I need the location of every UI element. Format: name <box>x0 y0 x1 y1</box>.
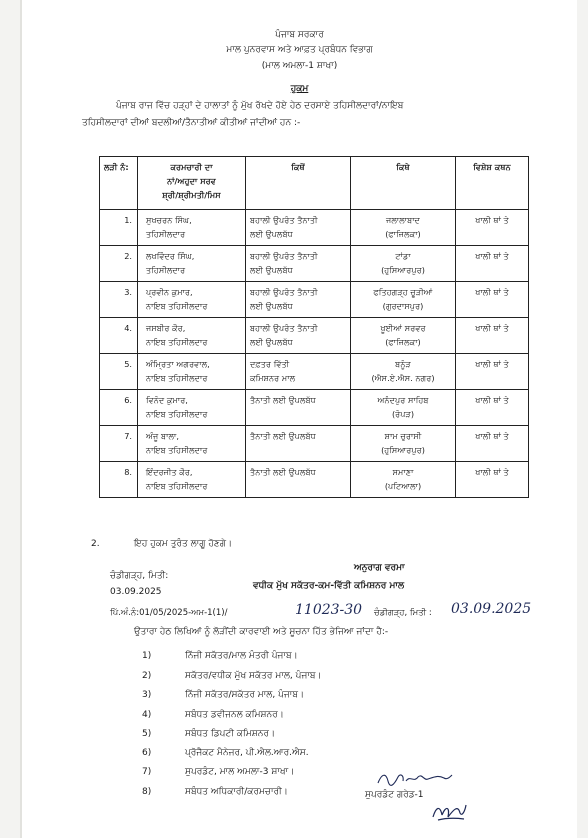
row-sr: 1. <box>100 210 138 246</box>
header-employee: ਕਰਮਚਾਰੀ ਦਾ ਨਾਂ/ਅਹੁਦਾ ਸਰਵ ਸ਼੍ਰੀ/ਸ਼੍ਰੀਮਤੀ/ਮਿਸ <box>138 157 246 210</box>
row-to: ਖੂਈਆਂ ਸਰਵਰ (ਫਾਜਿਲਕਾ) <box>351 318 456 354</box>
row-from: ਦਫ਼ਤਰ ਵਿੱਤੀ ਕਮਿਸ਼ਨਰ ਮਾਲ <box>246 354 351 390</box>
row-remarks: ਖਾਲੀ ਥਾਂ ਤੇ <box>456 246 529 282</box>
distribution-number: 3) <box>142 690 152 700</box>
distribution-item: ਨਿੱਜੀ ਸਕੱਤਰ/ਸਕੱਤਰ ਮਾਲ, ਪੰਜਾਬ। <box>185 690 305 700</box>
handwritten-date: 03.09.2025 <box>451 601 532 617</box>
distribution-item: ਸੁਪਰਡੰਟ, ਮਾਲ ਅਮਲਾ-3 ਸ਼ਾਖਾ। <box>185 767 295 777</box>
table-row <box>100 318 529 354</box>
row-from: ਤੈਨਾਤੀ ਲਈ ਉਪਲਬੱਧ <box>246 426 351 462</box>
row-sr: 8. <box>100 462 138 498</box>
distribution-number: 8) <box>142 787 152 797</box>
row-employee: ਇੰਦਰਜੀਤ ਕੌਰ, ਨਾਇਬ ਤਹਿਸੀਲਦਾਰ <box>138 462 246 498</box>
endorsement-place: ਚੰਡੀਗੜ੍ਹ, ਮਿਤੀ : <box>374 608 432 618</box>
row-remarks: ਖਾਲੀ ਥਾਂ ਤੇ <box>456 318 529 354</box>
row-from: ਬਹਾਲੀ ਉਪਰੰਤ ਤੈਨਾਤੀ ਲਈ ਉਪਲਬੱਧ <box>246 210 351 246</box>
handwritten-signature <box>376 769 454 789</box>
intro-line-1: ਪੰਜਾਬ ਰਾਜ ਵਿੱਚ ਹੜ੍ਹਾਂ ਦੇ ਹਾਲਾਤਾਂ ਨੂੰ ਮੁੱਖ ਰੱਖਦੇ ਹੋਏ ਹੇਠ ਦਰਸਾਏ ਤਹਿਸੀਲਦਾਰਾਂ/ਨਾਇਬ <box>116 101 404 111</box>
row-from: ਬਹਾਲੀ ਉਪਰੰਤ ਤੈਨਾਤੀ ਲਈ ਉਪਲਬੱਧ <box>246 282 351 318</box>
row-to: ਸਮਾਣਾ (ਪਟਿਆਲਾ) <box>351 462 456 498</box>
issue-date: 03.09.2025 <box>110 587 162 597</box>
row-remarks: ਖਾਲੀ ਥਾਂ ਤੇ <box>456 426 529 462</box>
row-remarks: ਖਾਲੀ ਥਾਂ ਤੇ <box>456 354 529 390</box>
table-row <box>100 390 529 426</box>
header-from: ਕਿਥੋਂ <box>246 157 351 210</box>
row-to: ਅਨੰਦਪੁਰ ਸਾਹਿਬ (ਰੋਪੜ) <box>351 390 456 426</box>
distribution-number: 7) <box>142 767 152 777</box>
row-employee: ਲਖਵਿੰਦਰ ਸਿੰਘ, ਤਹਿਸੀਲਦਾਰ <box>138 246 246 282</box>
handwritten-ref-number: 11023-30 <box>295 602 363 618</box>
distribution-number: 2) <box>142 671 152 681</box>
distribution-number: 1) <box>142 651 152 661</box>
row-sr: 4. <box>100 318 138 354</box>
row-to: ਬਨੂੰੜ (ਐਸ.ਏ.ਐਸ. ਨਗਰ) <box>351 354 456 390</box>
distribution-number: 4) <box>142 710 152 720</box>
row-employee: ਸੁਖਚਰਨ ਸਿੰਘ, ਤਹਿਸੀਲਦਾਰ <box>138 210 246 246</box>
table-row <box>100 282 529 318</box>
document-page <box>22 0 577 838</box>
handwritten-initials <box>430 799 468 823</box>
row-employee: ਅੰਮ੍ਰਿਤਾ ਅਗਰਵਾਲ, ਨਾਇਬ ਤਹਿਸੀਲਦਾਰ <box>138 354 246 390</box>
branch-title: (ਮਾਲ ਅਮਲਾ-1 ਸ਼ਾਖਾ) <box>261 61 338 71</box>
row-from: ਬਹਾਲੀ ਉਪਰੰਤ ਤੈਨਾਤੀ ਲਈ ਉਪਲਬੱਧ <box>246 246 351 282</box>
table-row <box>100 426 529 462</box>
row-from: ਤੈਨਾਤੀ ਲਈ ਉਪਲਬੱਧ <box>246 462 351 498</box>
row-to: ਜਲਾਲਾਬਾਦ (ਫਾਜਿਲਕਾ) <box>351 210 456 246</box>
distribution-item: ਸਕੱਤਰ/ਵਧੀਕ ਮੁੱਖ ਸਕੱਤਰ ਮਾਲ, ਪੰਜਾਬ। <box>185 671 322 681</box>
department-title: ਮਾਲ ਪੁਨਰਵਾਸ ਅਤੇ ਆਫ਼ਤ ਪ੍ਰਬੰਧਨ ਵਿਭਾਗ <box>226 45 373 55</box>
distribution-item: ਪ੍ਰੋਜੈਕਟ ਮੈਨੇਜਰ, ਪੀ.ਐਲ.ਆਰ.ਐਸ. <box>185 748 309 758</box>
table-row <box>100 246 529 282</box>
row-sr: 3. <box>100 282 138 318</box>
signatory-designation: ਵਧੀਕ ਮੁੱਖ ਸਕੱਤਰ-ਕਮ-ਵਿੱਤੀ ਕਮਿਸ਼ਨਰ ਮਾਲ <box>253 581 405 591</box>
row-to: ਫਤਿਹਗੜ੍ਹ ਚੂੜੀਆਂ (ਗੁਰਦਾਸਪੁਰ) <box>351 282 456 318</box>
table-row <box>100 210 529 246</box>
order-heading: ਹੁਕਮ <box>290 84 309 94</box>
row-employee: ਵਿਨੋਦ ਕੁਮਾਰ, ਨਾਇਬ ਤਹਿਸੀਲਦਾਰ <box>138 390 246 426</box>
row-sr: 2. <box>100 246 138 282</box>
row-remarks: ਖਾਲੀ ਥਾਂ ਤੇ <box>456 462 529 498</box>
distribution-item: ਨਿੱਜੀ ਸਕੱਤਰ/ਮਾਲ ਮੰਤਰੀ ਪੰਜਾਬ। <box>185 651 298 661</box>
para-2-text: ਇਹ ਹੁਕਮ ਤੁਰੰਤ ਲਾਗੂ ਹੋਣਗੇ। <box>134 539 233 549</box>
distribution-item: ਸਬੰਧਤ ਅਧਿਕਾਰੀ/ਕਰਮਚਾਰੀ। <box>185 787 288 797</box>
copy-forward-line: ਉਤਾਰਾ ਹੇਠ ਲਿਖਿਆਂ ਨੂੰ ਲੋੜੀਂਦੀ ਕਾਰਵਾਈ ਅਤੇ ਸੂਚਨਾ ਹਿੱਤ ਭੇਜਿਆ ਜਾਂਦਾ ਹੈ:- <box>134 627 389 637</box>
distribution-item: ਸਬੰਧਤ ਡਿਪਟੀ ਕਮਿਸ਼ਨਰ। <box>185 729 276 739</box>
row-remarks: ਖਾਲੀ ਥਾਂ ਤੇ <box>456 210 529 246</box>
table-row <box>100 354 529 390</box>
row-to: ਟਾਂਡਾ (ਹੁਸਿਆਰਪੁਰ) <box>351 246 456 282</box>
row-employee: ਜਸਬੀਰ ਕੌਰ, ਨਾਇਬ ਤਹਿਸੀਲਦਾਰ <box>138 318 246 354</box>
para-2-number: 2. <box>91 539 100 549</box>
header-sr: ਲੜੀ ਨੰ: <box>100 157 138 210</box>
header-remarks: ਵਿਸ਼ੇਸ਼ ਕਥਨ <box>456 157 529 210</box>
distribution-item: ਸਬੰਧਤ ਡਵੀਜਨਲ ਕਮਿਸ਼ਨਰ। <box>185 710 284 720</box>
row-remarks: ਖਾਲੀ ਥਾਂ ਤੇ <box>456 390 529 426</box>
table-header-row <box>100 157 529 210</box>
distribution-number: 5) <box>142 729 152 739</box>
row-from: ਤੈਨਾਤੀ ਲਈ ਉਪਲਬੱਧ <box>246 390 351 426</box>
row-employee: ਅੰਜੂ ਬਾਲਾ, ਨਾਇਬ ਤਹਿਸੀਲਦਾਰ <box>138 426 246 462</box>
endorsement-ref: ਪਿੱ.ਅੰ.ਨੰ:01/05/2025-ਅਮ-1(1)/ <box>110 608 228 618</box>
row-to: ਸ਼ਾਮ ਚੁਰਾਸੀ (ਹੁਸਿਆਰਪੁਰ) <box>351 426 456 462</box>
superintendent-designation: ਸੁਪਰਡੰਟ ਗਰੇਡ-1 <box>365 790 424 800</box>
row-from: ਬਹਾਲੀ ਉਪਰੰਤ ਤੈਨਾਤੀ ਲਈ ਉਪਲਬੱਧ <box>246 318 351 354</box>
row-sr: 5. <box>100 354 138 390</box>
issue-place: ਚੰਡੀਗੜ੍ਹ, ਮਿਤੀ: <box>110 571 169 581</box>
intro-line-2: ਤਹਿਸੀਲਦਾਰਾਂ ਦੀਆਂ ਬਦਲੀਆਂ/ਤੈਨਾਤੀਆਂ ਕੀਤੀਆਂ ਜਾਂਦੀਆਂ ਹਨ :- <box>82 118 301 128</box>
header-to: ਕਿਥੇ <box>351 157 456 210</box>
row-sr: 6. <box>100 390 138 426</box>
distribution-number: 6) <box>142 748 152 758</box>
signatory-name: ਅਨੁਰਾਗ ਵਰਮਾ <box>354 563 405 573</box>
govt-title: ਪੰਜਾਬ ਸਰਕਾਰ <box>275 30 324 40</box>
row-sr: 7. <box>100 426 138 462</box>
transfer-table <box>99 156 529 498</box>
row-remarks: ਖਾਲੀ ਥਾਂ ਤੇ <box>456 282 529 318</box>
table-row <box>100 462 529 498</box>
row-employee: ਪ੍ਰਵੀਨ ਕੁਮਾਰ, ਨਾਇਬ ਤਹਿਸੀਲਦਾਰ <box>138 282 246 318</box>
